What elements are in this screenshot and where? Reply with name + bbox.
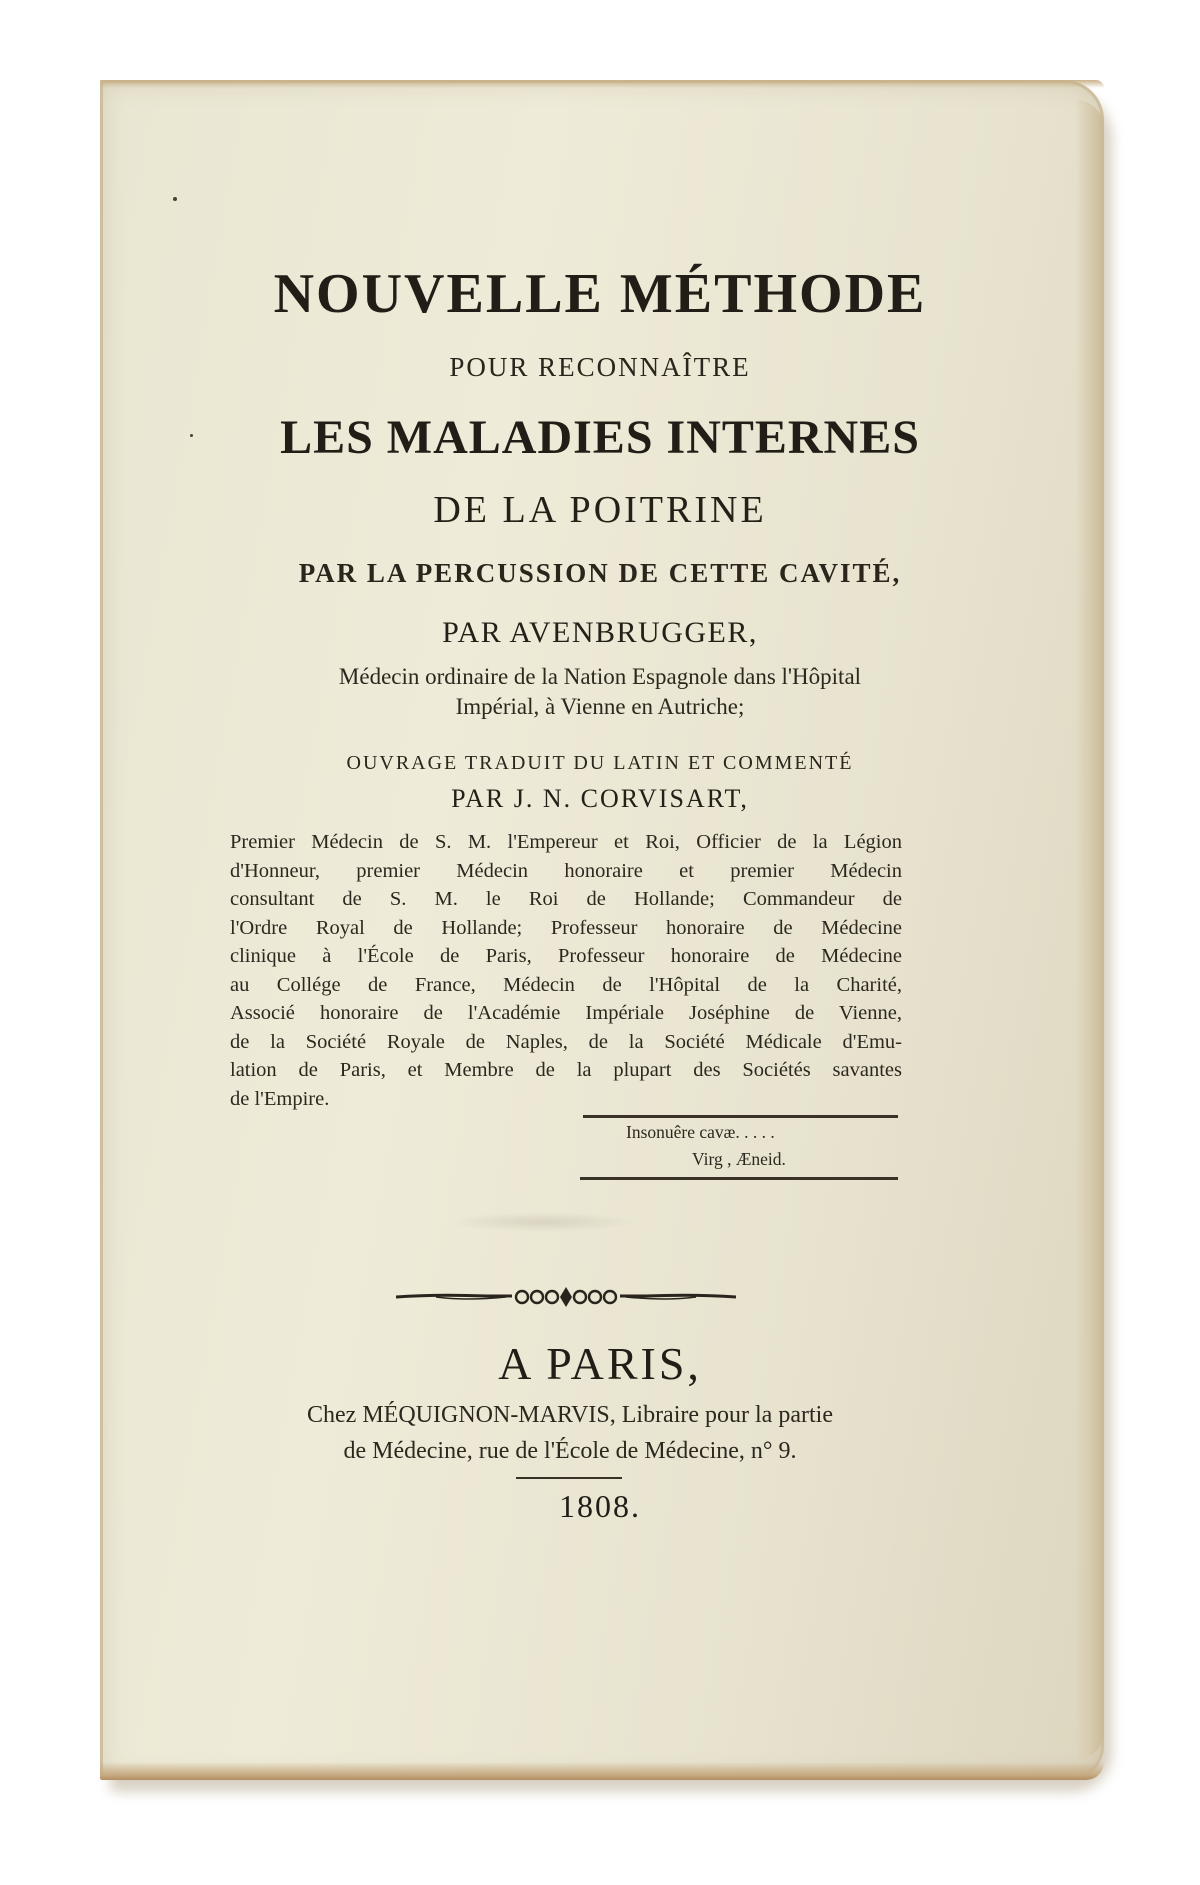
year-rule [516,1477,622,1479]
epigraph-quote: Insonuêre cavæ. . . . . [626,1122,775,1142]
main-title: NOUVELLE MÉTHODE [273,263,927,325]
translator-description-line: Associé honoraire de l'Académie Impériale Joséphine de Vienne, [230,1002,902,1024]
ornament-divider [396,1284,736,1310]
translator-line: PAR J. N. CORVISART, [451,784,749,813]
translator-description-line: consultant de S. M. le Roi de Hollande; Commandeur de [230,888,902,910]
work-note: OUVRAGE TRADUIT DU LATIN ET COMMENTÉ [346,752,854,774]
translator-description [230,828,902,1113]
translator-description-line: de l'Empire. [230,1087,330,1110]
author-description-line: Médecin ordinaire de la Nation Espagnole dans l'Hôpital [338,664,862,689]
publication-year: 1808. [559,1488,641,1524]
imprint-place: A PARIS, [498,1338,702,1389]
subtitle-poitrine: DE LA POITRINE [433,489,767,531]
author-line: PAR AVENBRUGGER, [442,616,758,649]
page-top-edge [100,80,1104,88]
epigraph-bottom-rule [580,1177,898,1180]
translator-description-line: l'Ordre Royal de Hollande; Professeur honoraire de Médecine [230,916,902,939]
translator-description-line: de la Société Royale de Naples, de la Société Médicale d'Emu- [230,1030,902,1053]
epigraph-top-rule [583,1115,898,1118]
publisher-line: de Médecine, rue de l'École de Médecine, n° 9. [343,1438,797,1464]
subtitle-percussion: PAR LA PERCUSSION DE CETTE CAVITÉ, [298,558,902,588]
faded-mark [448,1212,638,1232]
publisher-line: Chez MÉQUIGNON-MARVIS, Libraire pour la partie [307,1402,833,1428]
translator-description-line: d'Honneur, premier Médecin honoraire et premier Médecin [230,859,902,882]
translator-description-line: au Collége de France, Médecin de l'Hôpital de la Charité, [230,973,902,996]
ink-speck [173,197,177,201]
page-bottom-edge [100,1762,1104,1780]
secondary-title: LES MALADIES INTERNES [280,411,920,464]
translator-description-line: clinique à l'École de Paris, Professeur honoraire de Médecine [230,945,902,967]
subtitle-pour-reconnaitre: POUR RECONNAÎTRE [449,352,751,382]
author-description-line: Impérial, à Vienne en Autriche; [455,694,745,719]
translator-description-line: Premier Médecin de S. M. l'Empereur et Roi, Officier de la Légion [230,831,902,853]
epigraph-source: Virg , Æneid. [692,1149,786,1169]
translator-description-line: lation de Paris, et Membre de la plupart des Sociétés savantes [230,1059,902,1081]
